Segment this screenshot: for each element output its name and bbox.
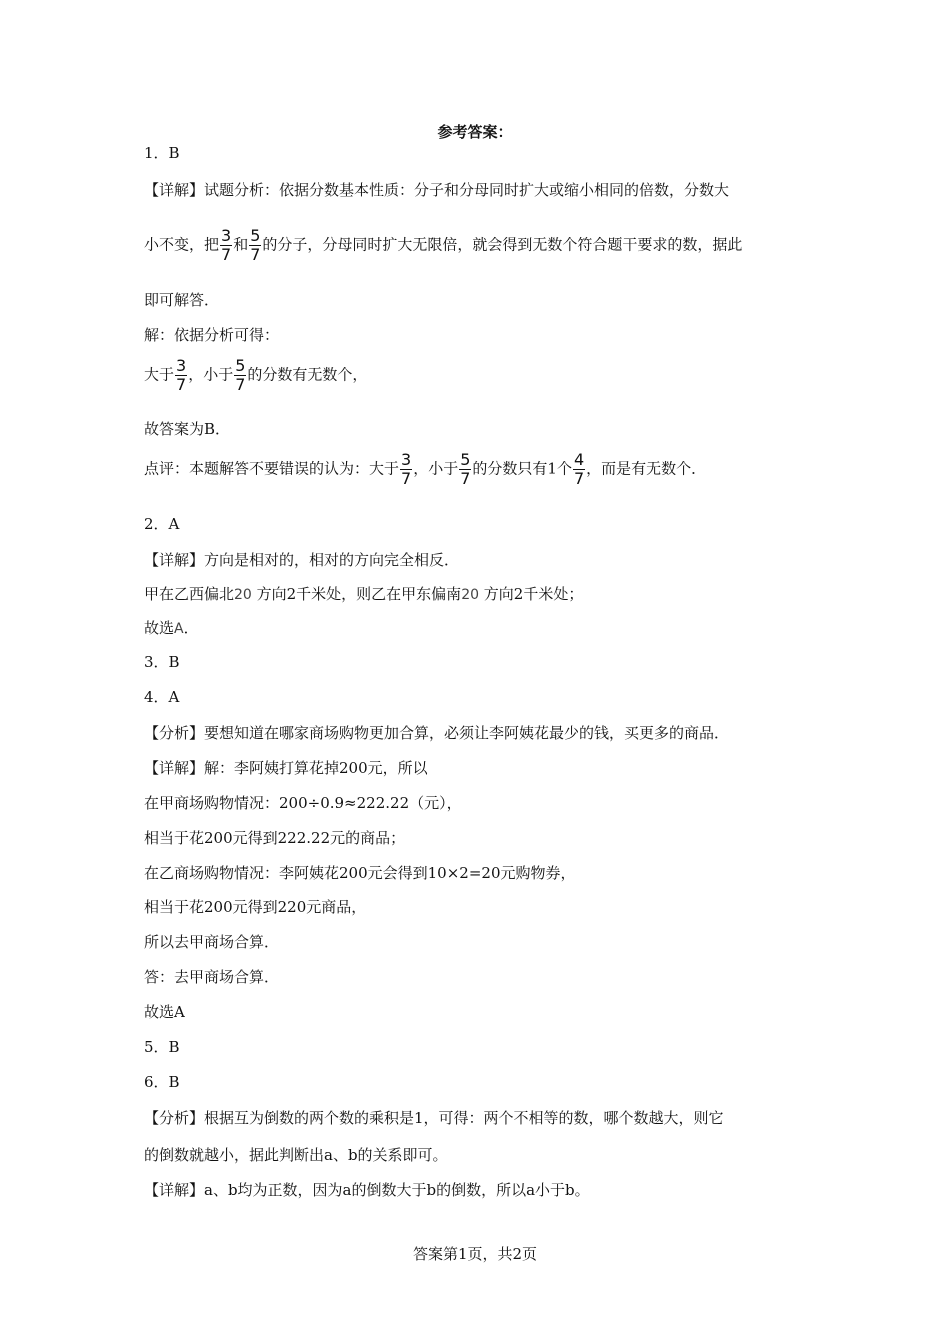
page-title: 参考答案： — [437, 123, 513, 141]
q2-line-b: 方向 — [251, 585, 287, 603]
q1-greater-a: 大于 — [144, 365, 175, 384]
q1-heading: 1．B — [144, 144, 180, 162]
q6-detail: 【详解】a、b均为正数，因为a的倒数大于b的倒数，所以a小于b。 — [144, 1181, 590, 1199]
q1-detail-line2-c: 的分子，分母同时扩大无限倍，就会得到无数个符合题干要求的数，据此 — [262, 235, 743, 254]
fraction-numerator: 5 — [460, 450, 471, 469]
q4-line5: 所以去甲商场合算． — [144, 933, 280, 951]
fraction-numerator: 3 — [176, 356, 187, 375]
q2-choose-letter: A — [174, 621, 184, 637]
q4-line1: 在甲商场购物情况：200÷0.9≈222.22（元）， — [144, 794, 462, 812]
q2-line-d: 方向 — [479, 585, 514, 603]
page-footer: 答案第1页，共2页 — [412, 1245, 538, 1263]
q2-choose — [144, 618, 199, 639]
fraction-denominator: 7 — [573, 469, 585, 488]
q6-analysis-line2: 的倒数就越小，据此判断出a、b的关系即可。 — [144, 1146, 448, 1164]
fraction-3-7 — [220, 228, 232, 263]
q2-km-1: 2 — [286, 585, 297, 603]
fraction-numerator: 5 — [250, 226, 261, 245]
q2-detail: 【详解】方向是相对的，相对的方向完全相反． — [144, 551, 460, 569]
q1-comment-a: 点评：本题解答不要错误的认为：大于 — [144, 459, 400, 478]
q1-comment — [144, 452, 706, 487]
fraction-denominator: 7 — [460, 469, 471, 488]
fraction-denominator: 7 — [401, 469, 412, 488]
q1-detail-line2 — [144, 228, 742, 263]
fraction-denominator: 7 — [221, 245, 232, 264]
q2-degree-2: 20 — [461, 587, 480, 603]
fraction-numerator: 5 — [235, 356, 246, 375]
fraction-numerator: 3 — [221, 226, 232, 245]
fraction-5-7 — [249, 228, 261, 263]
fraction-denominator: 7 — [250, 245, 261, 264]
q4-analysis: 【分析】要想知道在哪家商场购物更加合算，必须让李阿姨花最少的钱，买更多的商品． — [144, 724, 730, 742]
q4-line7: 故选A — [144, 1003, 185, 1021]
fraction-numerator: 4 — [573, 450, 585, 469]
q1-detail-line1: 【详解】试题分析：依据分数基本性质：分子和分母同时扩大或缩小相同的倍数，分数大 — [144, 181, 730, 199]
q2-km-2: 2 — [513, 585, 524, 603]
fraction-3-7 — [400, 452, 412, 487]
q4-line3: 在乙商场购物情况：李阿姨花200元会得到10×2=20元购物券， — [144, 864, 576, 882]
q1-detail-line3: 即可解答． — [144, 291, 220, 309]
q6-analysis-line1: 【分析】根据互为倒数的两个数的乘积是1，可得：两个不相等的数，哪个数越大，则它 — [144, 1109, 724, 1127]
q4-heading: 4．A — [144, 688, 180, 706]
fraction-3-7 — [175, 358, 187, 393]
q2-degree-1: 20 — [234, 587, 252, 603]
q1-solve: 解：依据分析可得： — [144, 326, 280, 344]
q4-line4: 相当于花200元得到220元商品， — [144, 898, 367, 916]
q2-direction-line — [144, 584, 583, 605]
q2-choose-a: 故选 — [144, 619, 175, 637]
fraction-4-7 — [573, 452, 585, 487]
q6-heading: 6．B — [144, 1073, 180, 1091]
q3-heading: 3．B — [144, 653, 180, 671]
q1-comment-b: ，小于 — [413, 459, 459, 478]
q1-greater-b: ，小于 — [188, 365, 234, 384]
q1-detail-line2-a: 小不变，把 — [144, 235, 220, 254]
q1-answer: 故答案为B． — [144, 420, 231, 438]
q2-choose-b: ． — [183, 619, 199, 637]
q1-comment-c: 的分数只有1个 — [472, 459, 572, 478]
q2-heading: 2．A — [144, 515, 180, 533]
q2-line-e: 千米处； — [523, 585, 584, 603]
q2-line-a: 甲在乙西偏北 — [144, 585, 235, 603]
fraction-denominator: 7 — [235, 375, 246, 394]
q1-detail-line2-b: 和 — [233, 235, 249, 254]
q1-greater-c: 的分数有无数个， — [247, 365, 368, 384]
fraction-5-7 — [459, 452, 471, 487]
fraction-numerator: 3 — [401, 450, 412, 469]
q5-heading: 5．B — [144, 1038, 180, 1056]
q4-detail: 【详解】解：李阿姨打算花掉200元，所以 — [144, 759, 428, 777]
fraction-denominator: 7 — [176, 375, 187, 394]
fraction-5-7 — [234, 358, 246, 393]
q4-line6: 答：去甲商场合算． — [144, 968, 280, 986]
q1-greater-line — [144, 358, 367, 393]
q4-line2: 相当于花200元得到222.22元的商品； — [144, 829, 406, 847]
q2-line-c: 千米处，则乙在甲东偏南 — [296, 585, 462, 603]
q1-comment-d: ，而是有无数个． — [586, 459, 707, 478]
